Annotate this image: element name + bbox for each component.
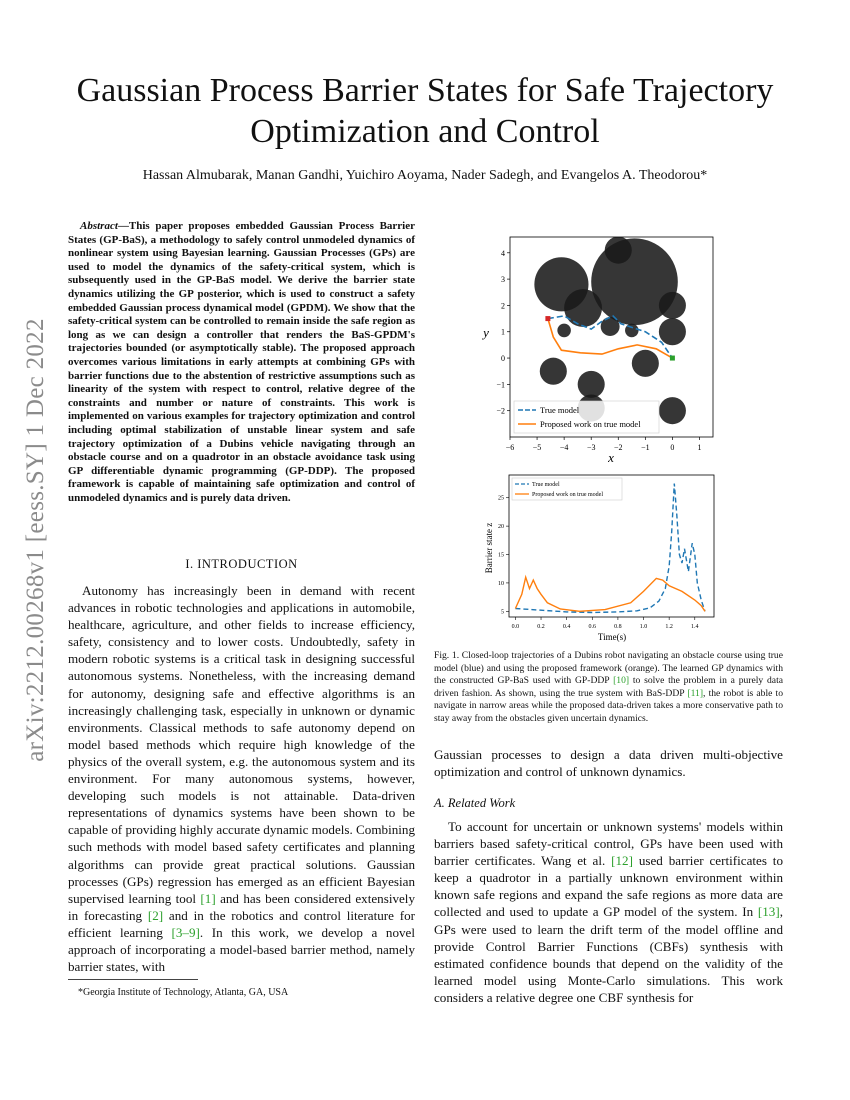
x-tick-labels [506,437,702,452]
arxiv-identifier: arXiv:2212.00268v1 [eess.SY] 1 Dec 2022 [22,318,49,762]
y-tick-label: −2 [496,406,505,416]
y-tick-label: 1 [501,327,505,337]
obstacle-group [534,237,686,425]
x-axis-label: Time(s) [597,632,627,642]
y-tick-label: 5 [501,609,504,616]
section-heading-introduction: I. INTRODUCTION [185,557,298,571]
obstacle-circle [632,350,659,377]
legend [514,401,659,433]
y-axis-label: Barrier state z [484,522,494,574]
x-tick-label: 0.4 [562,624,571,630]
figure-caption [434,650,783,726]
related-text-3: , GPs were used to learn the drift term of the model offline and provide Control Barrier Functions (CBFs) synthesis with estimated confidence bounds that depend on the validity of the learned model using Monte-Carlo simulations. This work considers a relative degree one CBF synthesis for [434,904,783,1005]
obstacle-circle [659,397,686,424]
legend-label-proposed: Proposed work on true model [540,419,641,429]
continued-paragraph: Gaussian processes to design a data driven multi-objective optimization and control of unknown dynamics. [434,747,783,780]
y-tick-label: 2 [501,301,505,311]
caption-text-1: Fig. 1. Closed-loop trajectories of a Dubins robot navigating an obstacle course using true model (blue) and using the proposed framework (orange). The learned GP dynamics with the constructed GP-BaS used with GP-DDP [434,650,783,687]
y-tick-label: −1 [496,380,505,390]
legend-label-true: True model [532,482,560,488]
x-tick-label: 1 [697,443,702,452]
related-work-paragraph [434,818,783,1006]
citation-link[interactable]: [10] [613,675,630,687]
affiliation-footnote: *Georgia Institute of Technology, Atlanta, GA, USA [78,987,289,998]
citation-link[interactable]: [12] [611,853,633,869]
abstract [68,220,415,505]
y-tick-labels [498,496,509,616]
obstacle-circle [564,289,602,327]
obstacle-circle [605,237,632,264]
obstacle-circle [557,324,571,338]
x-tick-label: 0 [670,443,675,452]
introduction-paragraph [68,582,415,975]
x-axis-label: x [608,450,614,465]
y-tick-label: 4 [501,248,505,258]
obstacle-circle [625,324,639,338]
citation-link[interactable]: [3–9] [171,924,200,940]
x-tick-label: 0.2 [537,624,545,630]
y-tick-labels [496,249,510,416]
legend [512,478,622,500]
caption-text-2: to solve the problem in a purely data driven fashion. As shown, using the true system with BaS-DDP [434,675,783,699]
abstract-label: Abstract [80,220,118,232]
start-marker [545,316,550,321]
x-tick-label: 0.6 [588,624,597,630]
x-tick-label: −3 [586,443,596,452]
related-text-2: used barrier certificates to keep a quadrotor in a partially unknown environment within known safe regions and expand the safe regions as more data are collected and used to update a GP model of the system. In [434,853,783,920]
intro-text-2: and has been considered extensively in forecasting [68,890,415,923]
y-axis-label: y [483,325,489,340]
x-tick-labels [512,617,699,630]
obstacle-circle [659,318,686,345]
related-text-1: To account for uncertain or unknown systems' models within barriers based safety-critical control, GPs have been used with barrier certificates. Wang et al. [434,819,783,869]
y-tick-label: 15 [498,552,504,559]
y-tick-label: 25 [498,495,504,502]
y-tick-label: 3 [501,275,505,285]
author-list: Hassan Almubarak, Manan Gandhi, Yuichiro Aoyama, Nader Sadegh, and Evangelos A. Theodorou* [142,168,708,183]
citation-link[interactable]: [13] [757,904,780,920]
y-tick-label: 10 [498,580,504,587]
x-tick-label: −5 [532,443,542,452]
paper-title: Gaussian Process Barrier States for Safe Trajectory Optimization and Control [76,72,774,150]
citation-link[interactable]: [1] [200,890,216,906]
intro-text-1: Autonomy has increasingly been in demand with recent advances in robotic technologies and applications in automobile, healthcare, agriculture, and other fields to increase efficiency, safety, consistency and to lower costs. Undoubtedly, safety in modern robotic systems is a critical task in designing successful autonomous systems. Nonetheless, with the increasing demand for autonomy, designing safe and effective algorithms is an increasingly challenging task, especially in unknown or dynamic environments. Classical methods to safe autonomy depend on model based methods which require high knowledge of the physics of the overall system, e.g. the autonomous system and its environment. For many autonomous systems, however, developing such models is not attainable. Data-driven representations of dynamics systems have been shown to be capable of providing highly accurate dynamic models. Combining such methods with model based safety certificates and planning algorithms can provide great practical solutions. Gaussian processes (GPs) regression has emerged as an efficient Bayesian supervised learning tool [68,583,415,906]
legend-label-proposed: Proposed work on true model [532,492,603,498]
x-tick-label: 1.2 [665,624,673,630]
x-tick-label: −6 [505,443,515,452]
goal-marker [670,356,675,361]
x-tick-label: 1.0 [639,624,648,630]
abstract-text: —This paper proposes embedded Gaussian Process Barrier States (GP-BaS), a methodology to safely control unmodeled dynamics of nonlinear system using Bayesian learning. Gaussian Processes (GPs) are used to model the dynamics of the safety-critical system, which is subsequently used in the GP-BaS model. We derive the barrier state dynamics utilizing the GP posterior, which is used to construct a safety embedded Gaussian process dynamical model (GPDM). We show that the safety-critical system can be controlled to remain inside the safe region as long as we can design a controller that renders the BaS-GPDM's trajectories bounded (or asymptotically stable). The proposed approach overcomes various limitations in early attempts at combining GPs with barrier functions due to the abstention of restrictive assumptions such as linearity of the system with respect to control, relative degree of the constraints and number or nature of constraints. This work is implemented on various examples for trajectory optimization and control including optimal stabilization of unstable linear system and safe trajectory optimization of a Dubins vehicle navigating through an obstacle course and on a quadrotor in an obstacle avoidance task using GP differentiable dynamic programming (GP-DDP). The proposed framework is capable of maintaining safe optimization and control of unmodeled dynamics and is purely data driven. [68,220,415,504]
y-tick-label: 20 [498,524,504,531]
true-model-line [515,484,705,613]
trajectory-plot [478,225,723,470]
x-tick-label: −2 [614,443,623,452]
proposed-line [515,577,705,611]
caption-text-3: , the robot is able to navigate in narrow areas while the proposed data-driven takes a more conservative path to stay away from the obstacles given uncertain dynamics. [434,687,784,724]
barrier-state-plot [482,472,727,647]
x-tick-label: −4 [559,443,569,452]
obstacle-circle [578,371,605,398]
citation-link[interactable]: [11] [687,687,704,699]
obstacle-circle [540,358,567,385]
x-tick-label: 0.8 [614,624,622,630]
x-tick-label: 1.4 [691,624,699,630]
intro-text-3: and in the robotics and control literature for efficient learning [68,907,415,940]
footnote-divider [68,979,198,980]
intro-text-4: . In this work, we develop a novel approach of incorporating a model-based barrier method, namely barrier states, with [68,924,415,975]
citation-link[interactable]: [2] [147,907,164,923]
subsection-heading-related-work: A. Related Work [434,796,516,810]
obstacle-circle [659,292,686,319]
legend-label-true: True model [540,405,580,415]
y-tick-label: 0 [501,354,505,364]
x-tick-label: 0.0 [511,624,520,630]
x-tick-label: −1 [641,443,650,452]
